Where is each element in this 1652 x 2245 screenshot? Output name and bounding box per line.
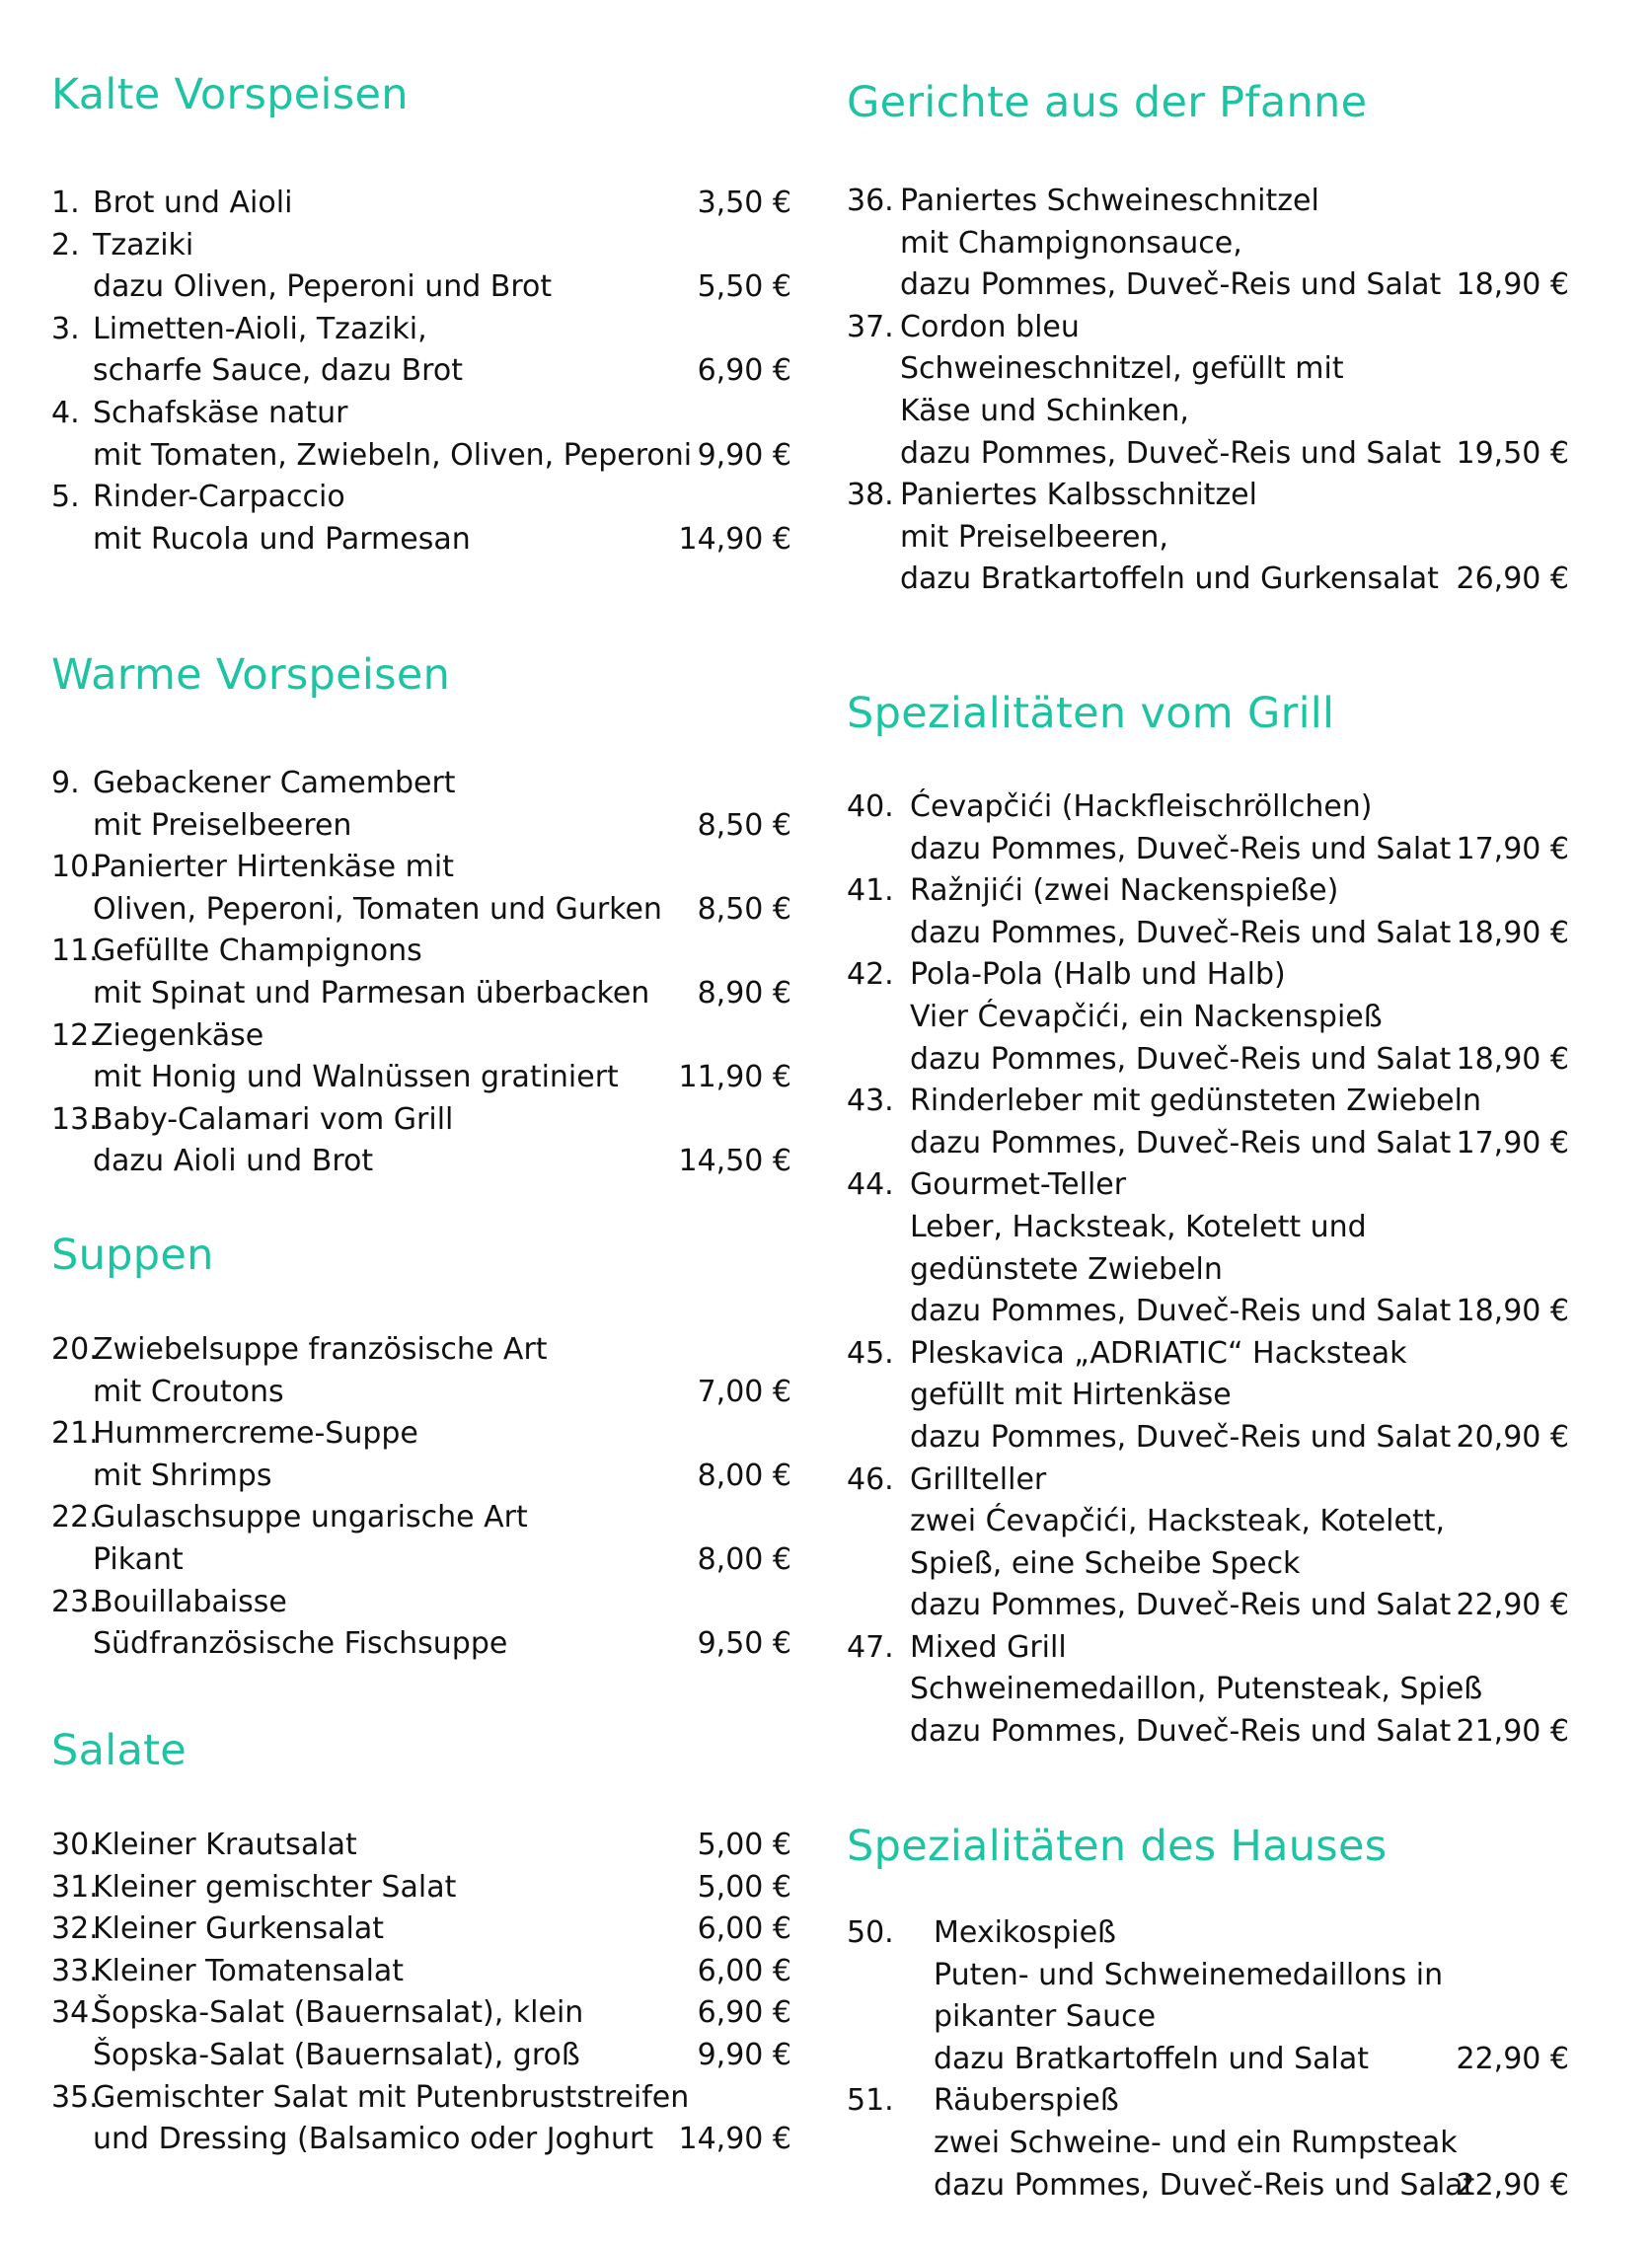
menu-item [847,1627,1569,1754]
menu-item-line [847,2165,1569,2208]
menu-item [51,931,791,1014]
menu-item-name: Hummercreme-Suppe [93,1416,418,1452]
menu-item-name: Brot und Aioli [93,186,293,220]
menu-item [847,1912,1569,2080]
menu-item-line [847,1375,1569,1417]
menu-item-number: 42. [847,957,894,993]
menu-item-description: mit Shrimps [93,1458,272,1493]
menu-item-number: 36. [847,184,894,218]
menu-item-number: 37. [847,309,894,344]
menu-item-line [847,181,1569,223]
menu-item [51,1582,791,1666]
menu-item-name: Paniertes Kalbsschnitzel [900,478,1257,513]
menu-item-name: Rinderleber mit gedünsteten Zwiebeln [910,1084,1481,1119]
menu-item-name: Mexikospieß [934,1915,1116,1950]
menu-item-price: 6,90 € [697,353,791,389]
menu-item-line [847,2123,1569,2165]
menu-item-description: Puten- und Schweinemedaillons in [934,1957,1444,1992]
menu-item-line [847,223,1569,265]
section-title: Warme Vorspeisen [51,650,451,700]
menu-item-line [847,997,1569,1039]
menu-item-line [51,973,791,1015]
menu-item-price: 19,50 € [1456,435,1569,471]
menu-item-line [51,931,791,973]
menu-item-number: 5. [51,480,80,515]
menu-item-description: Vier Ćevapčići, ein Nackenspieß [910,999,1383,1034]
menu-item-price: 17,90 € [1456,1125,1569,1160]
menu-item-line [51,1329,791,1372]
menu-item-name: Panierter Hirtenkäse mit [93,850,454,885]
menu-item-description: dazu Pommes, Duveč-Reis und Salat [900,267,1442,303]
menu-item-name: Kleiner Gurkensalat [93,1911,385,1947]
menu-item-description: gedünstete Zwiebeln [910,1251,1223,1287]
item-list [847,181,1569,601]
menu-item-name: Pleskavica „ADRIATIC“ Hacksteak [910,1335,1407,1371]
menu-item-name: Cordon bleu [900,309,1080,344]
menu-item-line [847,954,1569,997]
menu-item-price: 17,90 € [1456,831,1569,866]
menu-item-line [847,517,1569,560]
menu-item-price: 18,90 € [1456,267,1569,303]
menu-item-description: dazu Pommes, Duveč-Reis und Salat [910,1125,1452,1160]
menu-item-description: scharfe Sauce, dazu Brot [93,353,463,389]
menu-item-number: 51. [847,2083,894,2119]
menu-item-price: 9,90 € [697,437,791,473]
item-list [51,1825,791,2161]
menu-item-line [847,264,1569,307]
menu-item-price: 8,00 € [697,1458,791,1493]
menu-item [51,1908,791,1951]
menu-item-line [847,1711,1569,1754]
menu-item-line [51,1497,791,1539]
menu-item [51,225,791,309]
menu-item-description: dazu Aioli und Brot [93,1144,374,1179]
menu-item-description: dazu Pommes, Duveč-Reis und Salat [934,2167,1475,2203]
menu-item-number: 20. [51,1332,99,1367]
item-list [847,786,1569,1754]
menu-item-number: 44. [847,1167,894,1203]
menu-item [51,1099,791,1183]
menu-item-line [847,786,1569,829]
menu-item-line [847,391,1569,433]
menu-item-line [51,1456,791,1498]
section-title: Gerichte aus der Pfanne [847,78,1368,127]
menu-item-line [847,1249,1569,1292]
menu-item-line [51,266,791,309]
menu-item-line [847,1912,1569,1955]
menu-item-description: mit Croutons [93,1374,284,1409]
menu-item-name: Schafskäse natur [93,395,348,430]
menu-item [847,181,1569,307]
menu-item-description: dazu Pommes, Duveč-Reis und Salat [910,1041,1452,1077]
menu-item-name: Rinder-Carpaccio [93,480,345,515]
menu-item [847,870,1569,954]
menu-item-line [847,1627,1569,1670]
menu-item [51,1992,791,2035]
menu-item-line [51,1825,791,1867]
menu-item-description: Leber, Hacksteak, Kotelett und [910,1209,1367,1244]
menu-item-line [51,1992,791,2035]
menu-item [51,2077,791,2161]
menu-item-description: mit Tomaten, Zwiebeln, Oliven, Peperoni [93,437,693,473]
menu-item-line [51,1057,791,1099]
menu-item-line [847,1123,1569,1165]
menu-item-number: 46. [847,1461,894,1497]
menu-item-line [51,805,791,848]
menu-item-line [847,870,1569,913]
menu-item-line [51,225,791,267]
menu-item-line [51,763,791,805]
menu-item-description: mit Honig und Walnüssen gratiniert [93,1060,619,1095]
menu-item-line [847,1669,1569,1711]
menu-item-price: 22,90 € [1456,2041,1569,2076]
menu-item-number: 21. [51,1416,99,1452]
menu-item-price: 20,90 € [1456,1419,1569,1455]
item-list [51,1329,791,1666]
section-title: Spezialitäten des Hauses [847,1822,1388,1871]
menu-item-description: Südfranzösische Fischsuppe [93,1626,508,1662]
item-list [51,763,791,1183]
menu-item-description: mit Rucola und Parmesan [93,521,471,557]
menu-item-line [847,559,1569,601]
menu-item-number: 41. [847,873,894,909]
menu-item-line [51,309,791,351]
menu-item [847,1333,1569,1459]
menu-item-line [847,307,1569,349]
menu-item-name: Gulaschsuppe ungarische Art [93,1500,528,1535]
menu-item-description: zwei Ćevapčići, Hacksteak, Kotelett, [910,1504,1446,1539]
menu-item-line [51,477,791,519]
menu-item-number: 2. [51,227,80,262]
menu-item-number: 50. [847,1915,894,1950]
menu-item-line [51,1951,791,1993]
section-title: Suppen [51,1231,214,1280]
menu-item-price: 11,90 € [678,1060,791,1095]
menu-item-name: Räuberspieß [934,2083,1119,2119]
menu-item-line [847,829,1569,871]
menu-item-description: dazu Oliven, Peperoni und Brot [93,269,553,305]
menu-item-name: Ražnjići (zwei Nackenspieße) [910,873,1339,909]
menu-item-number: 22. [51,1500,99,1535]
menu-item-number: 34. [51,1995,99,2031]
menu-item-number: 47. [847,1629,894,1665]
menu-item-description: zwei Schweine- und ein Rumpsteak [934,2125,1458,2160]
menu-item-description: dazu Pommes, Duveč-Reis und Salat [910,1419,1452,1455]
menu-item [847,1164,1569,1332]
menu-item [51,477,791,561]
menu-item-price: 18,90 € [1456,915,1569,950]
menu-item-line [51,2077,791,2120]
menu-item-description: gefüllt mit Hirtenkäse [910,1378,1232,1413]
menu-item-number: 1. [51,186,80,220]
menu-item-price: 9,50 € [697,1626,791,1662]
menu-item [51,1413,791,1497]
menu-item-price: 5,50 € [697,269,791,305]
menu-item-line [847,1955,1569,1997]
menu-item-price: 7,00 € [697,1374,791,1409]
menu-item-line [51,435,791,478]
menu-item-name: Gebackener Camembert [93,766,456,800]
menu-item-name: Šopska-Salat (Bauernsalat), klein [93,1995,584,2031]
menu-item-number: 40. [847,789,894,824]
section-title: Kalte Vorspeisen [51,70,409,119]
menu-item-number: 43. [847,1084,894,1119]
menu-item-line [51,1413,791,1456]
menu-item-line [847,1585,1569,1627]
menu-item-line [847,1996,1569,2039]
menu-item-line [847,348,1569,391]
menu-item [51,309,791,393]
menu-item-number: 23. [51,1584,99,1619]
menu-item-number: 9. [51,766,80,800]
menu-item-line [51,1015,791,1058]
section-title: Spezialitäten vom Grill [847,689,1335,738]
menu-item-description: dazu Pommes, Duveč-Reis und Salat [910,1714,1452,1750]
menu-item-number: 4. [51,395,80,430]
menu-item-line [51,1623,791,1666]
menu-item-name: Limetten-Aioli, Tzaziki, [93,311,427,346]
menu-item-number: 38. [847,478,894,513]
menu-item-description: und Dressing (Balsamico oder Joghurt [93,2122,654,2157]
menu-item-line [51,519,791,561]
menu-item [51,1497,791,1581]
menu-item-description: mit Spinat und Parmesan überbacken [93,975,650,1010]
menu-item-name: Kleiner Krautsalat [93,1828,357,1862]
menu-item-description: dazu Bratkartoffeln und Gurkensalat [900,561,1439,597]
menu-item [51,393,791,477]
menu-item-description: dazu Pommes, Duveč-Reis und Salat [910,1588,1452,1623]
section-title: Salate [51,1726,188,1775]
menu-item-line [51,1539,791,1582]
menu-item-line [51,1372,791,1414]
menu-item-description: Oliven, Peperoni, Tomaten und Gurken [93,891,662,927]
menu-item-line [51,889,791,932]
menu-item-description: Schweineschnitzel, gefüllt mit [900,351,1344,387]
menu-item-price: 14,90 € [678,521,791,557]
menu-item-name: Tzaziki [93,227,194,262]
menu-item-line [847,1291,1569,1333]
menu-item-line [847,2039,1569,2081]
menu-item-line [51,1867,791,1909]
menu-item-name: Mixed Grill [910,1629,1067,1665]
menu-item-description: mit Champignonsauce, [900,225,1242,261]
menu-item-price: 8,00 € [697,1541,791,1577]
menu-item-name: Pola-Pola (Halb und Halb) [910,957,1286,993]
menu-item [51,763,791,847]
menu-item-number: 31. [51,1869,99,1905]
menu-item-description: pikanter Sauce [934,1999,1157,2035]
menu-item-line [51,847,791,889]
menu-item-price: 6,00 € [697,1953,791,1988]
menu-item-number: 35. [51,2079,99,2115]
menu-item-name: Kleiner Tomatensalat [93,1953,405,1988]
menu-item-line [847,2080,1569,2123]
menu-item-number: 10. [51,850,99,885]
menu-item-line [847,913,1569,955]
menu-item-line [847,1459,1569,1502]
menu-item-line [51,350,791,393]
menu-item-name: Zwiebelsuppe französische Art [93,1332,548,1367]
menu-item-number: 30. [51,1828,99,1862]
menu-item-price: 6,90 € [697,1995,791,2031]
menu-item-line [847,1081,1569,1123]
menu-item-name: Gemischter Salat mit Putenbruststreifen [93,2079,690,2115]
menu-item-line [847,1543,1569,1586]
menu-item-number: 12. [51,1017,99,1053]
menu-item-description: Pikant [93,1541,184,1577]
menu-item-number: 45. [847,1335,894,1371]
menu-item-description: dazu Pommes, Duveč-Reis und Salat [910,831,1452,866]
menu-item-line [847,433,1569,476]
menu-item-line [51,2035,791,2077]
menu-item-number: 11. [51,934,99,969]
item-list [51,183,791,561]
menu-item-price: 26,90 € [1456,561,1569,597]
menu-item-description: dazu Pommes, Duveč-Reis und Salat [900,435,1442,471]
menu-item-line [847,1207,1569,1249]
menu-item-name: Paniertes Schweineschnitzel [900,184,1319,218]
menu-item-line [51,1582,791,1624]
menu-item-number: 32. [51,1911,99,1947]
menu-item-price: 3,50 € [697,186,791,220]
menu-item-price: 22,90 € [1456,1588,1569,1623]
menu-item-line [51,183,791,225]
menu-item-price: 14,50 € [678,1144,791,1179]
menu-item-price: 18,90 € [1456,1294,1569,1329]
menu-item-price: 6,00 € [697,1911,791,1947]
menu-item-line [847,475,1569,517]
menu-item [847,307,1569,475]
menu-item-description: dazu Pommes, Duveč-Reis und Salat [910,915,1452,950]
menu-item-line [51,1099,791,1142]
menu-item-price: 5,00 € [697,1869,791,1905]
menu-item [847,1459,1569,1627]
menu-item [51,1825,791,1867]
menu-item-number: 13. [51,1101,99,1137]
menu-item-price: 8,50 € [697,807,791,843]
menu-item-line [847,1501,1569,1543]
menu-item-name: Grillteller [910,1461,1047,1497]
menu-item-name: Bouillabaisse [93,1584,287,1619]
menu-item-description: dazu Pommes, Duveč-Reis und Salat [910,1294,1452,1329]
menu-item-name: Ćevapčići (Hackfleischröllchen) [910,789,1373,824]
menu-item [847,954,1569,1081]
menu-item-description: Spieß, eine Scheibe Speck [910,1545,1301,1581]
menu-item [51,2035,791,2077]
menu-item-line [847,1039,1569,1082]
menu-item-price: 14,90 € [678,2122,791,2157]
menu-item-description: mit Preiselbeeren [93,807,352,843]
menu-item-line [51,2119,791,2161]
menu-item-line [51,393,791,435]
menu-item-name: Gourmet-Teller [910,1167,1127,1203]
menu-item-price: 9,90 € [697,2037,791,2072]
menu-item [51,1329,791,1413]
menu-item-line [847,1417,1569,1459]
menu-item [847,2080,1569,2207]
item-list [847,1912,1569,2207]
menu-item-price: 8,50 € [697,891,791,927]
menu-item-name: Baby-Calamari vom Grill [93,1101,454,1137]
menu-item [847,786,1569,870]
menu-item-description: Schweinemedaillon, Putensteak, Spieß [910,1672,1483,1707]
menu-item-description: Käse und Schinken, [900,393,1189,428]
menu-item-name: Kleiner gemischter Salat [93,1869,457,1905]
menu-item-price: 21,90 € [1456,1714,1569,1750]
menu-item [51,1867,791,1909]
menu-item-name: Šopska-Salat (Bauernsalat), groß [93,2037,580,2072]
menu-item-price: 8,90 € [697,975,791,1010]
menu-item-price: 22,90 € [1456,2167,1569,2203]
menu-item [51,847,791,931]
menu-item-number: 3. [51,311,80,346]
menu-item [51,183,791,225]
menu-item-description: dazu Bratkartoffeln und Salat [934,2041,1369,2076]
menu-item-price: 18,90 € [1456,1041,1569,1077]
menu-item-name: Gefüllte Champignons [93,934,422,969]
menu-item-line [51,1141,791,1183]
menu-item-line [847,1164,1569,1207]
menu-item [51,1951,791,1993]
menu-item-price: 5,00 € [697,1828,791,1862]
menu-item [847,475,1569,601]
menu-item [51,1015,791,1099]
menu-item-name: Ziegenkäse [93,1017,264,1053]
menu-item-line [847,1333,1569,1376]
menu-item [847,1081,1569,1164]
menu-item-line [51,1908,791,1951]
menu-item-number: 33. [51,1953,99,1988]
menu-item-description: mit Preiselbeeren, [900,519,1168,555]
